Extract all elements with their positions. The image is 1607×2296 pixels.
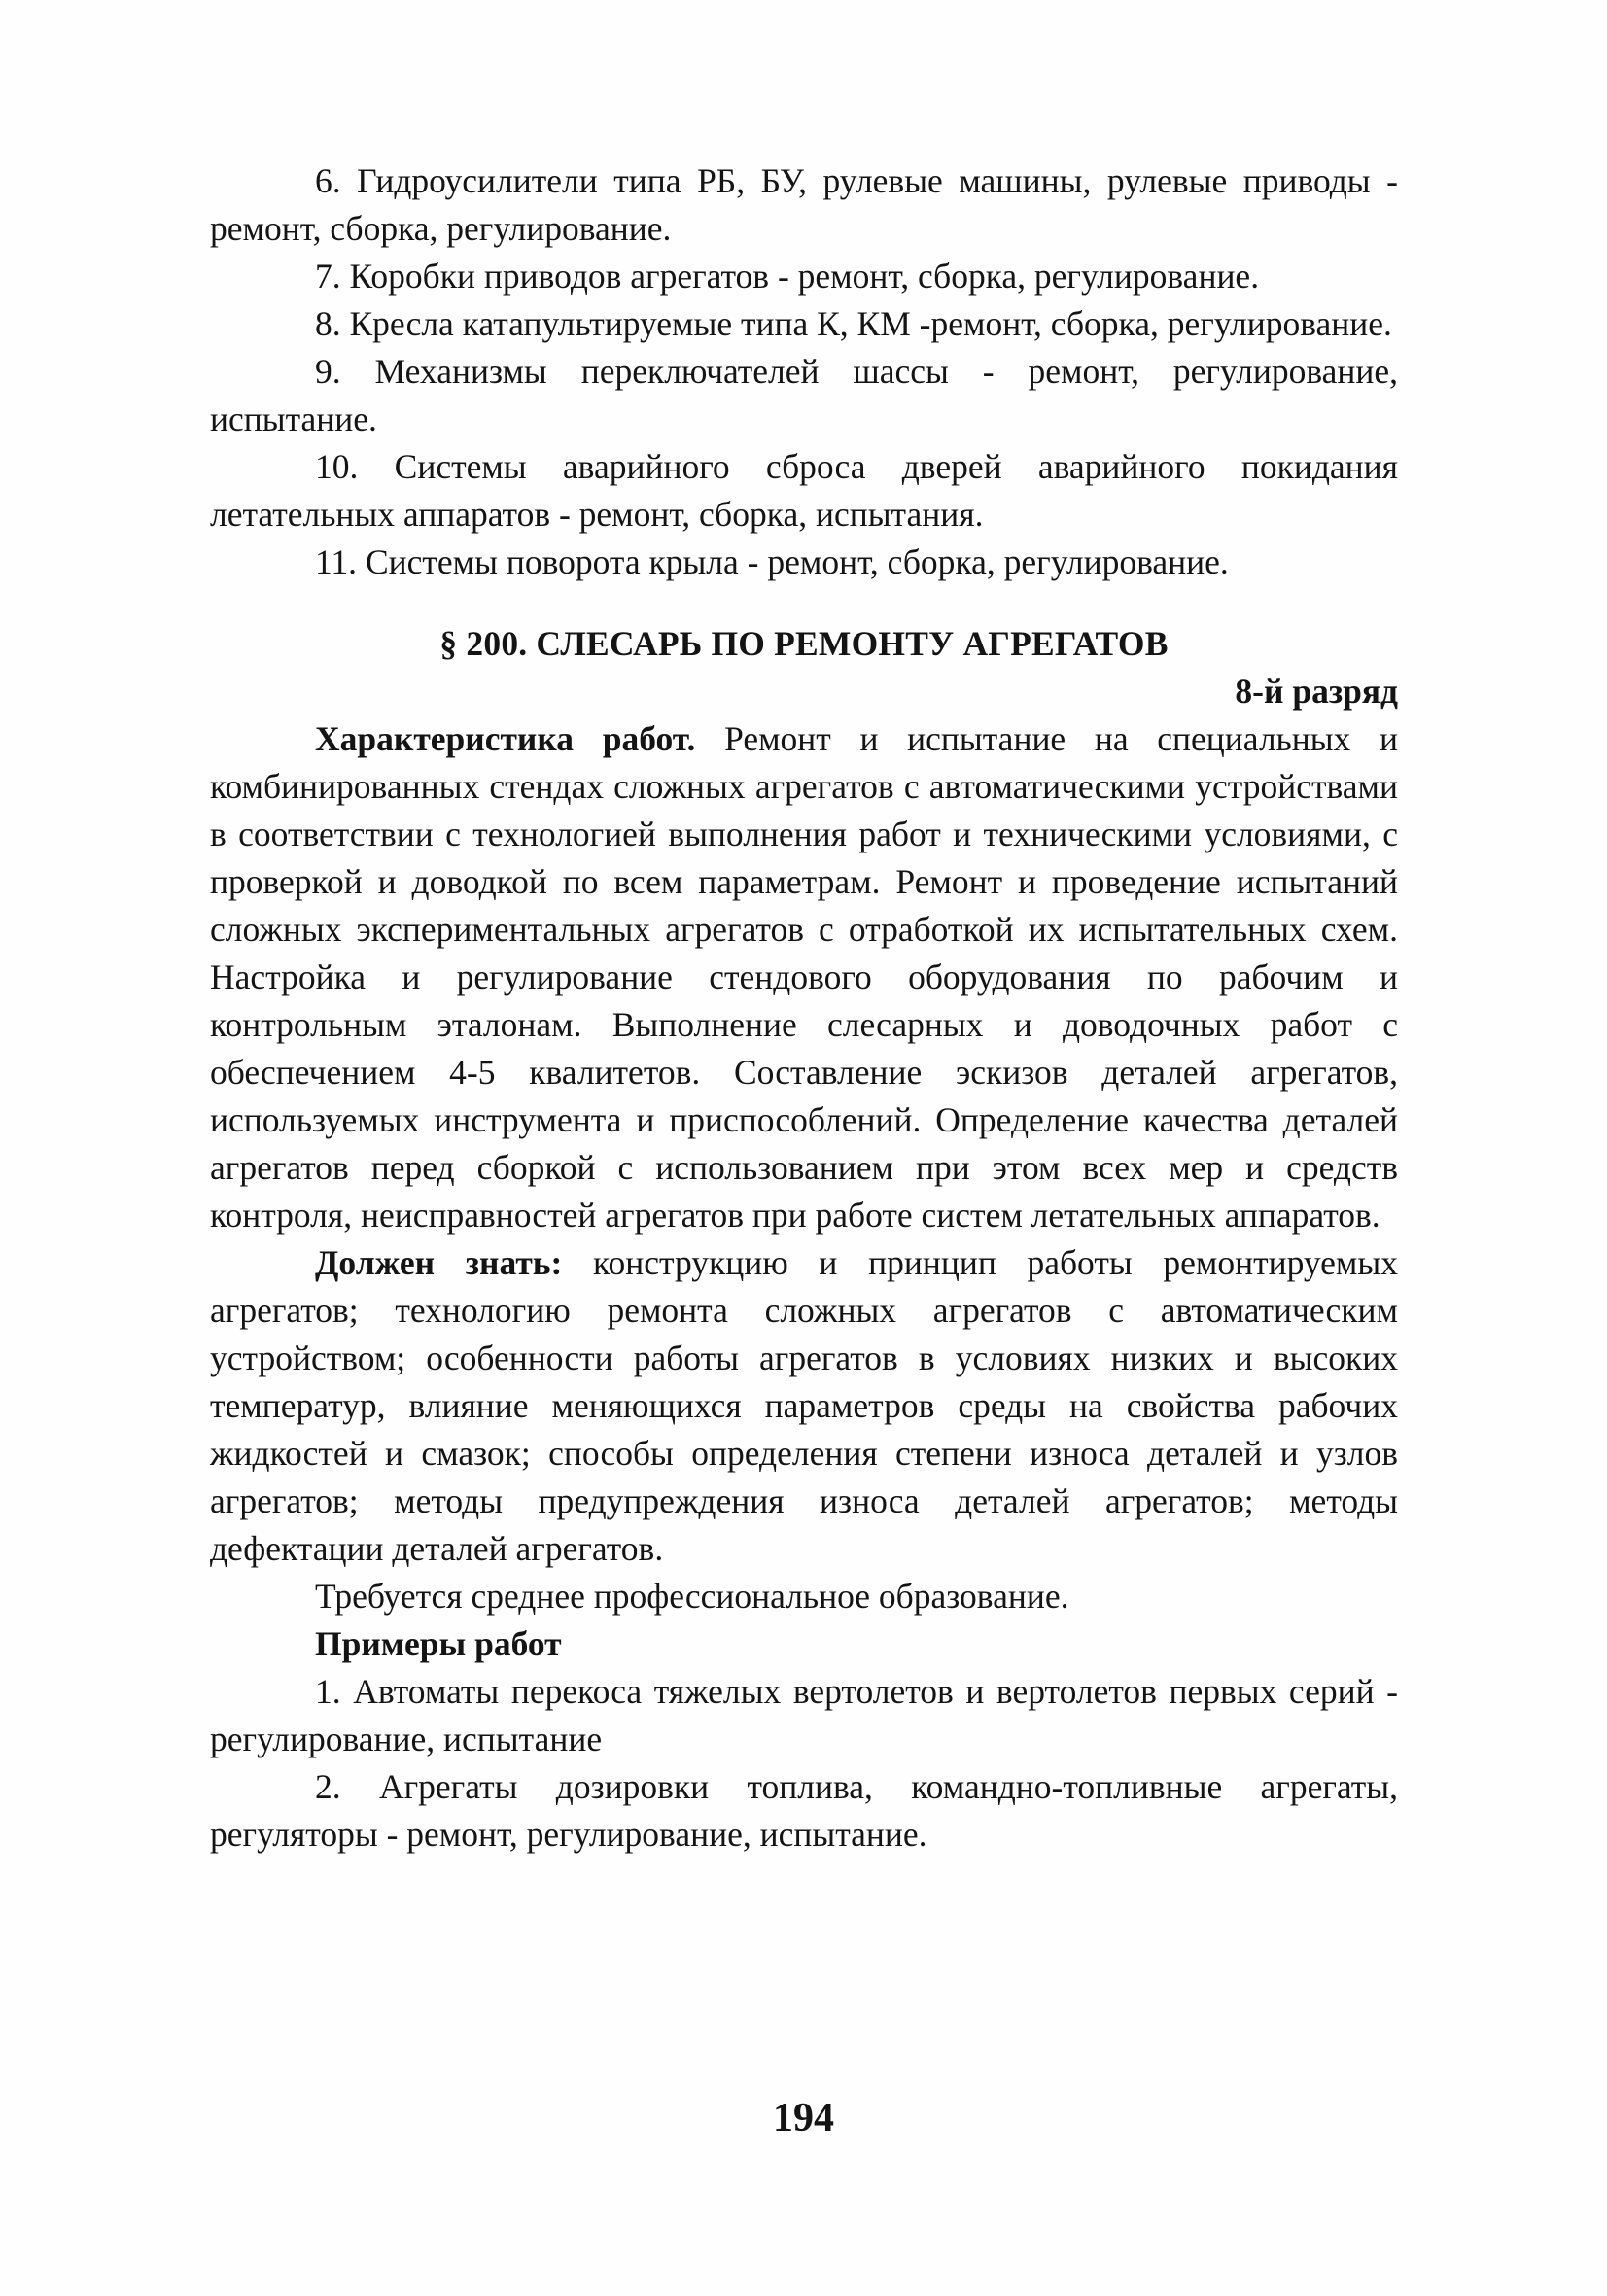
must-know-label: Должен знать: — [315, 1243, 563, 1282]
list-item: 7. Коробки приводов агрегатов - ремонт, сборка, регулирование. — [315, 257, 1260, 296]
grade-label: 8-й разряд — [1235, 672, 1398, 711]
section-title: § 200. СЛЕСАРЬ ПО РЕМОНТУ АГРЕГАТОВ — [439, 624, 1169, 663]
page-text — [210, 157, 1398, 1859]
list-item: 10. Системы аварийного сброса дверей аварийного покидания летательных аппаратов - ремонт, сборка, испытания. — [210, 447, 1399, 534]
must-know-paragraph: Должен знать: конструкцию и принцип работы ремонтируемых агрегатов; технологию ремонта сложных агрегатов с автоматическим устройством; особенности работы агрегатов в условиях низких и высоких температур, влияние меняющихся параметров среды на свойства рабочих жидкостей и смазок; способы определения степени износа деталей и узлов агрегатов; методы предупреждения износа деталей агрегатов; методы дефектации деталей агрегатов. — [210, 1243, 1398, 1568]
example-item: 2. Агрегаты дозировки топлива, командно-топливные агрегаты, регуляторы - ремонт, регулирование, испытание. — [210, 1767, 1399, 1854]
example-item: 1. Автоматы перекоса тяжелых вертолетов и вертолетов первых серий - регулирование, испытание — [210, 1672, 1399, 1758]
characteristics-label: Характеристика работ. — [315, 719, 696, 758]
list-item: 9. Механизмы переключателей шассы - ремонт, регулирование, испытание. — [210, 352, 1398, 438]
list-item: 11. Системы поворота крыла - ремонт, сборка, регулирование. — [315, 542, 1229, 581]
education-paragraph: Требуется среднее профессиональное образование. — [315, 1577, 1069, 1616]
examples-title: Примеры работ — [315, 1624, 562, 1663]
characteristics-paragraph: Характеристика работ. Ремонт и испытание на специальных и комбинированных стендах сложных агрегатов с автоматическими устройствами в соответствии с технологией выполнения работ и техническими условиями, с проверкой и доводкой по всем параметрам. Ремонт и проведение испытаний сложных экспериментальных агрегатов с отработкой их испытательных схем. Настройка и регулирование стендового оборудования по рабочим и контрольным эталонам. Выполнение слесарных и доводочных работ с обеспечением 4-5 квалитетов. Составление эскизов деталей агрегатов, используемых инструмента и приспособлений. Определение качества деталей агрегатов перед сборкой с использованием при этом всех мер и средств контроля, неисправностей агрегатов при работе систем летательных аппаратов. — [210, 719, 1398, 1235]
list-item: 8. Кресла катапультируемые типа К, КМ -ремонт, сборка, регулирование. — [315, 304, 1392, 343]
list-item: 6. Гидроусилители типа РБ, БУ, рулевые машины, рулевые приводы - ремонт, сборка, регулирование. — [210, 161, 1398, 248]
page-number: 194 — [773, 2096, 834, 2140]
